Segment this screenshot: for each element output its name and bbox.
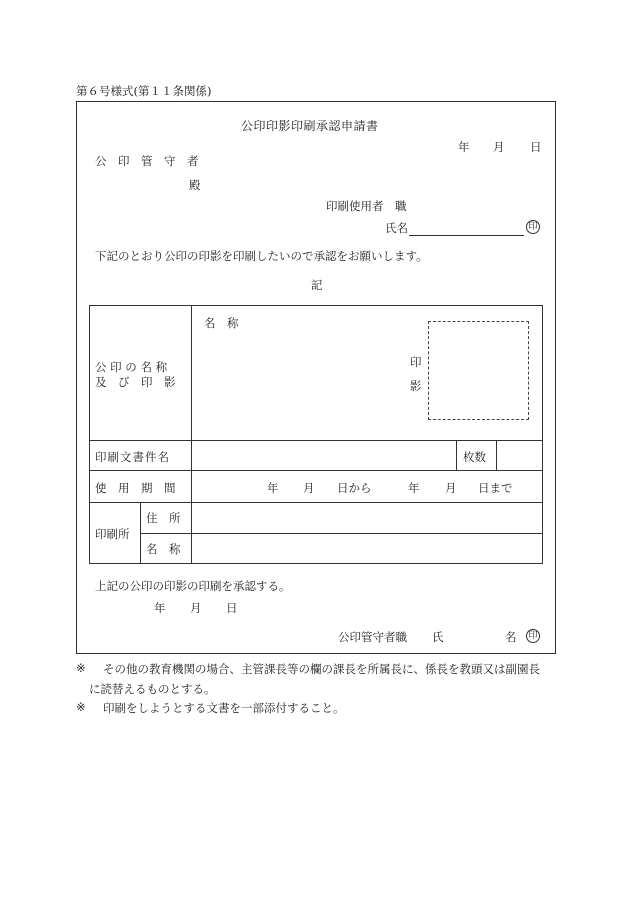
note-1-line-2: に読替えるものとする。 [89, 682, 216, 696]
seal-name-label-1: 公 印 の 名 称 [95, 360, 168, 374]
date-year: 年 [458, 140, 470, 154]
table-col-divider [496, 440, 497, 470]
period-year2: 年 [408, 481, 420, 495]
note-1-line-1: その他の教育機関の場合、主管課長等の欄の課長を所属長に、係長を教頭又は副園長 [103, 662, 540, 676]
approver-mei: 名 [505, 630, 517, 644]
table-row-divider [89, 470, 543, 471]
form-title: 公印印影印刷承認申請書 [241, 119, 379, 133]
note-2-line-1: 印刷をしようとする文書を一部添付すること。 [103, 701, 345, 715]
request-text: 下記のとおり公印の印影を印刷したいので承認をお願いします。 [95, 249, 428, 263]
applicant-name-line [409, 235, 524, 236]
period-to: 日まで [478, 481, 513, 495]
period-year1: 年 [267, 481, 279, 495]
seal-name-label-2: 及 び 印 影 [95, 375, 176, 389]
date-month: 月 [493, 140, 505, 154]
approval-month: 月 [190, 601, 202, 615]
note-1-mark: ※ [76, 661, 86, 675]
copies-label: 枚数 [463, 450, 486, 464]
period-month1: 月 [303, 481, 315, 495]
impression-label-2: 影 [410, 379, 422, 393]
seal-icon: 印 [526, 629, 540, 643]
approval-text: 上記の公印の印影の印刷を承認する。 [95, 579, 291, 593]
printer-address-label: 住 所 [146, 511, 181, 525]
seal-icon: 印 [526, 220, 540, 234]
printer-name-label: 名 称 [146, 542, 181, 556]
note-2-mark: ※ [76, 700, 86, 714]
approver-seal-mark [526, 628, 540, 643]
addressee: 公 印 管 守 者 [95, 154, 199, 168]
approval-day: 日 [226, 601, 238, 615]
period-label: 使 用 期 間 [95, 481, 176, 495]
impression-label-1: 印 [410, 355, 422, 369]
table-col-divider [456, 440, 457, 470]
table-row-divider [89, 440, 543, 441]
applicant-seal-mark [526, 219, 540, 234]
applicant-name-label: 氏名 [385, 221, 408, 235]
honorific: 殿 [189, 178, 201, 192]
seal-impression-box [428, 321, 529, 420]
approval-year: 年 [154, 601, 166, 615]
period-from: 日から [337, 481, 372, 495]
printer-label: 印刷所 [95, 527, 130, 541]
document-label: 印刷文書件名 [95, 450, 170, 464]
date-day: 日 [530, 140, 542, 154]
approver-shi: 氏 [432, 630, 444, 644]
table-col-divider [191, 305, 192, 564]
form-number: 第６号様式(第１１条関係) [76, 84, 212, 98]
table-row-divider [89, 502, 543, 503]
table-row-divider [140, 533, 543, 534]
approver-label: 公印管守者職 [338, 630, 407, 644]
seal-name-field-label: 名 称 [204, 316, 239, 330]
period-month2: 月 [445, 481, 457, 495]
ki-heading: 記 [311, 278, 323, 292]
table-col-divider [140, 502, 141, 564]
applicant-position-label: 印刷使用者 職 [326, 199, 407, 213]
